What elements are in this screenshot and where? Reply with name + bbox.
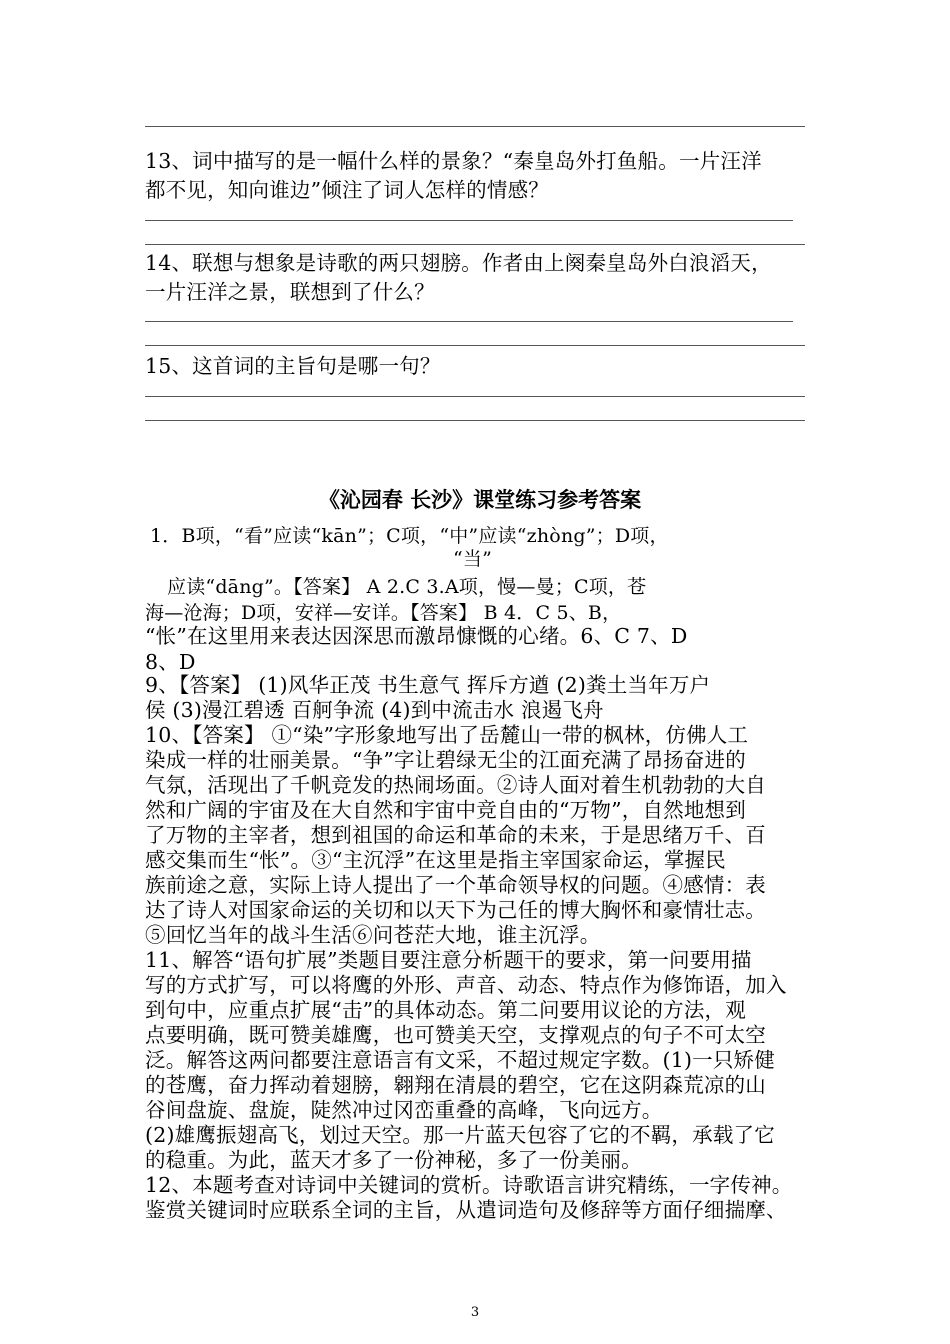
answer-line-text: 12、本题考查对诗词中关键词的赏析。诗歌语言讲究精练，一字传神。 xyxy=(145,1173,793,1197)
answer-line xyxy=(145,345,805,346)
answer-line-text: 然和广阔的宇宙及在大自然和宇宙中竞自由的“万物”，自然地想到 xyxy=(145,798,746,822)
question-15-line-1: 15、这首词的主旨句是哪一句？ xyxy=(145,354,441,378)
answer-key-title: 《沁园春 长沙》课堂练习参考答案 xyxy=(318,487,642,512)
answer-line-text: 气氛，活现出了千帆竞发的热闹场面。②诗人面对着生机勃勃的大自 xyxy=(145,773,766,797)
question-13-line-1: 13、词中描写的是一幅什么样的景象？“秦皇岛外打鱼船。一片汪洋 xyxy=(145,149,762,173)
answer-line-text: 族前途之意，实际上诗人提出了一个革命领导权的问题。④感情：表 xyxy=(145,873,766,897)
answer-line-text: 10、【答案】 ①“染”字形象地写出了岳麓山一带的枫林，仿佛人工 xyxy=(145,723,749,747)
answer-line xyxy=(145,321,793,322)
answer-line-text: 泛。解答这两问都要注意语言有文采，不超过规定字数。(1)一只矫健 xyxy=(145,1048,775,1072)
answer-line-text: ⑤回忆当年的战斗生活⑥问苍茫大地，谁主沉浮。 xyxy=(145,923,601,947)
answer-line-text: 11、解答“语句扩展”类题目要注意分析题干的要求，第一问要用描 xyxy=(145,948,752,972)
answer-line-text: 感交集而生“怅”。③“主沉浮”在这里是指主宰国家命运，掌握民 xyxy=(145,848,726,872)
answer-line-text: 侯 (3)漫江碧透 百舸争流 (4)到中流击水 浪遏飞舟 xyxy=(145,698,604,722)
answer-line-text: 的稳重。为此，蓝天才多了一份神秘，多了一份美丽。 xyxy=(145,1148,642,1172)
answer-line-text: 鉴赏关键词时应联系全词的主旨，从遣词造句及修辞等方面仔细揣摩、 xyxy=(145,1198,787,1222)
question-13-line-2: 都不见，知向谁边”倾注了词人怎样的情感？ xyxy=(145,178,549,202)
answer-line-text: 点要明确，既可赞美雄鹰，也可赞美天空，支撑观点的句子不可太空 xyxy=(145,1023,766,1047)
answer-line xyxy=(145,126,805,127)
answer-line-text: 的苍鹰，奋力挥动着翅膀，翱翔在清晨的碧空，它在这阴森荒凉的山 xyxy=(145,1073,766,1097)
answer-line-text: “当” xyxy=(453,548,493,570)
answer-line xyxy=(145,220,793,221)
answer-line-text: 谷间盘旋、盘旋，陡然冲过冈峦重叠的高峰，飞向远方。 xyxy=(145,1098,663,1122)
answer-line-text: 9、【答案】 (1)风华正茂 书生意气 挥斥方遒 (2)粪土当年万户 xyxy=(145,673,711,697)
answer-line-text: 达了诗人对国家命运的关切和以天下为己任的博大胸怀和豪情壮志。 xyxy=(145,898,766,922)
answer-line xyxy=(145,244,805,245)
answer-line-text: 了万物的主宰者，想到祖国的命运和革命的未来，于是思绪万千、百 xyxy=(145,823,766,847)
answer-line xyxy=(145,420,805,421)
question-14-line-1: 14、联想与想象是诗歌的两只翅膀。作者由上阕秦皇岛外白浪滔天， xyxy=(145,251,772,275)
answer-line-text: “怅”在这里用来表达因深思而激昂慷慨的心绪。6、C 7、D xyxy=(145,624,688,648)
answer-line-text: 海—沧海；D项，安祥—安详。【答案】 B 4．C 5、B， xyxy=(145,602,622,624)
answer-line-text: (2)雄鹰振翅高飞，划过天空。那一片蓝天包容了它的不羁，承载了它 xyxy=(145,1123,775,1147)
answer-line-text: 1．B项，“看”应读“kān”；C项，“中”应读“zhòng”；D项， xyxy=(150,525,669,547)
answer-line-text: 写的方式扩写，可以将鹰的外形、声音、动态、特点作为修饰语，加入 xyxy=(145,973,787,997)
answer-line-text: 到句中，应重点扩展“击”的具体动态。第二问要用议论的方法，观 xyxy=(145,998,746,1022)
answer-line-text: 应读“dāng”。【答案】 A 2.C 3.A项，慢—曼；C项，苍 xyxy=(167,576,647,598)
answer-line-text: 8、D xyxy=(145,650,196,674)
page-number: 3 xyxy=(470,1305,480,1320)
answer-line xyxy=(145,396,805,397)
answer-line-text: 染成一样的壮丽美景。“争”字让碧绿无尘的江面充满了昂扬奋进的 xyxy=(145,748,746,772)
question-14-line-2: 一片汪洋之景，联想到了什么？ xyxy=(145,280,435,304)
